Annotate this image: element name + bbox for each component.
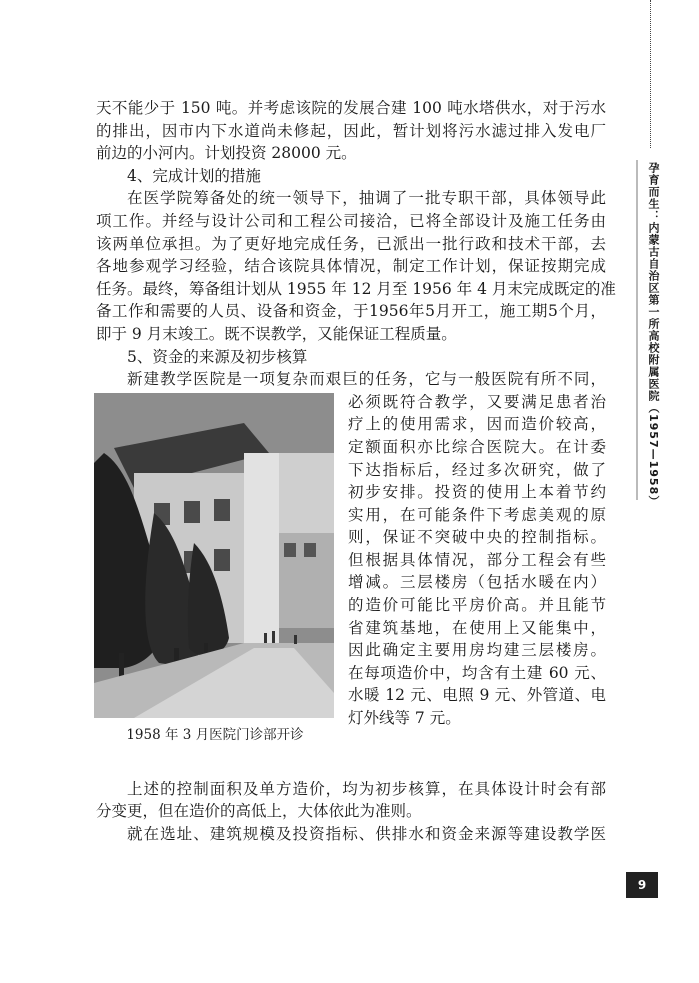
hospital-photo-illustration	[94, 393, 334, 718]
paragraph-2	[96, 187, 616, 345]
text-line: 各地参观学习经验，结合该院具体情况，制定工作计划，保证按期完成	[96, 257, 606, 276]
text-line: 的排出，因市内下水道尚未修起，因此，暂计划将污水滤过排入发电厂	[96, 121, 606, 140]
text-line: 增减。三层楼房（包括水暖在内）	[348, 573, 606, 592]
text-line: 灯外线等 7 元。	[348, 709, 461, 728]
text-line: 实用，在可能条件下考虑美观的原	[348, 505, 606, 524]
text-line: 该两单位承担。为了更好地完成任务，已派出一批行政和技术干部，去	[96, 234, 606, 253]
page-number: 9	[626, 872, 658, 898]
text-line: 就在选址、建筑规模及投资指标、供排水和资金来源等建设教学医	[127, 824, 606, 843]
margin-bar	[636, 160, 638, 500]
paragraph-3	[96, 368, 606, 391]
text-line: 在医学院筹备处的统一领导下，抽调了一批专职干部，具体领导此	[127, 189, 606, 208]
section-heading-4: 4、完成计划的措施	[127, 166, 261, 185]
text-line: 天不能少于 150 吨。并考虑该院的发展合建 100 吨水塔供水，对于污水	[96, 99, 606, 117]
text-line: 省建筑基地，在使用上又能集中，	[348, 618, 606, 637]
text-line: 因此确定主要用房均建三层楼房。	[348, 641, 606, 660]
section-heading-5: 5、资金的来源及初步核算	[127, 347, 308, 366]
paragraph-1	[96, 97, 606, 165]
text-line: 水暖 12 元、电照 9 元、外管道、电	[348, 686, 606, 705]
page-body	[96, 97, 616, 846]
text-line: 初步安排。投资的使用上本着节约	[348, 483, 606, 502]
hospital-photo	[94, 393, 334, 718]
running-title: 孕育而生：内蒙古自治区第一所高校附属医院（1957—1958）	[647, 162, 660, 508]
text-line: 则，保证不突破中央的控制指标。	[348, 528, 606, 547]
text-line: 上述的控制面积及单方造价，均为初步核算，在具体设计时会有部	[127, 779, 606, 798]
text-line: 项工作。并经与设计公司和工程公司接洽，已将全部设计及施工任务由	[96, 211, 606, 230]
text-line: 备工作和需要的人员、设备和资金，于1956年5月开工，施工期5个月，	[96, 302, 606, 321]
text-line: 定额面积亦比综合医院大。在计委	[348, 437, 606, 456]
text-line: 分变更，但在造价的高低上，大体依此为准则。	[96, 802, 422, 821]
photo-caption: 1958 年 3 月医院门诊部开诊	[126, 726, 304, 743]
text-line: 必须既符合教学，又要满足患者治	[348, 392, 606, 411]
paragraph-4	[96, 778, 606, 823]
margin-dotted-rule	[650, 0, 652, 148]
text-line: 下达指标后，经过多次研究，做了	[348, 460, 606, 479]
text-line: 疗上的使用需求，因而造价较高，	[348, 415, 606, 434]
text-line: 在每项造价中，均含有土建 60 元、	[348, 663, 606, 682]
text-line: 即于 9 月末竣工。既不误教学，又能保证工程质量。	[96, 324, 457, 343]
text-line: 前边的小河内。计划投资 28000 元。	[96, 144, 357, 163]
text-line: 任务。最终，筹备组计划从 1955 年 12 月至 1956 年 4 月末完成既定的准	[96, 279, 616, 298]
paragraph-5	[96, 823, 606, 846]
text-line: 新建教学医院是一项复杂而艰巨的任务，它与一般医院有所不同，	[127, 370, 606, 389]
photo-figure	[94, 393, 336, 778]
text-line: 但根据具体情况，部分工程会有些	[348, 550, 606, 569]
text-line: 的造价可能比平房价高。并且能节	[348, 596, 606, 615]
